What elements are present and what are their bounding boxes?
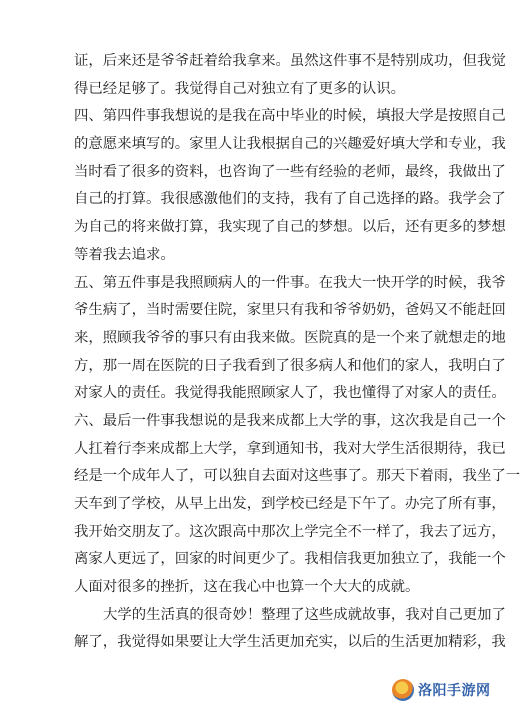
- text-line-13: 对家人的责任。我觉得我能照顾家人了，我也懂得了对家人的责任。: [74, 385, 506, 402]
- text-line-2: 得已经足够了。我觉得自己对独立有了更多的认识。: [74, 80, 405, 97]
- document-body: [74, 48, 520, 657]
- text-line-14: 六、最后一件事我想说的是我来成都上大学的事，这次我是自己一个: [74, 412, 506, 429]
- text-line-4: 的意愿来填写的。家里人让我根据自己的兴趣爱好填大学和专业，我: [74, 136, 506, 153]
- gamepad-logo-icon: [392, 679, 414, 701]
- site-watermark-logo: [392, 677, 496, 703]
- text-line-21: 大学的生活真的很奇妙！整理了这些成就故事，我对自己更加了: [103, 606, 506, 623]
- text-line-7: 为自己的将来做打算，我实现了自己的梦想。以后，还有更多的梦想: [74, 219, 506, 236]
- text-line-16: 经是一个成年人了，可以独自去面对这些事了。那天下着雨，我坐了一: [74, 468, 520, 485]
- text-line-17: 天车到了学校，从早上出发，到学校已经是下午了。办完了所有事，: [74, 496, 506, 512]
- site-watermark-text: 洛阳手游网: [418, 683, 491, 699]
- text-line-10: 爷生病了，当时需要住院，家里只有我和爷爷奶奶，爸妈又不能赶回: [74, 302, 506, 319]
- text-line-15: 人扛着行李来成都上大学，拿到通知书，我对大学生活很期待，我已: [74, 440, 506, 457]
- text-line-11: 来，照顾我爷爷的事只有由我来做。医院真的是一个来了就想走的地: [74, 329, 506, 346]
- text-line-20: 人面对很多的挫折，这在我心中也算一个大大的成就。: [74, 579, 420, 596]
- text-line-22: 解了，我觉得如果要让大学生活更加充实，以后的生活更加精彩，我: [74, 634, 506, 651]
- text-line-6: 自己的打算。我很感激他们的支持，我有了自己选择的路。我学会了: [74, 191, 506, 208]
- text-line-18: 我开始交朋友了。这次跟高中那次上学完全不一样了，我去了远方，: [74, 523, 506, 540]
- text-line-12: 方，那一周在医院的日子我看到了很多病人和他们的家人，我明白了: [74, 357, 506, 374]
- text-line-9: 五、第五件事是我照顾病人的一件事。在我大一快开学的时候，我爷: [74, 274, 506, 291]
- text-line-3: 四、第四件事我想说的是我在高中毕业的时候，填报大学是按照自己: [74, 108, 506, 125]
- text-line-19: 离家人更远了，回家的时间更少了。我相信我更加独立了，我能一个: [74, 551, 506, 568]
- text-line-8: 等着我去追求。: [74, 246, 175, 263]
- text-line-5: 当时看了很多的资料，也咨询了一些有经验的老师，最终，我做出了: [74, 163, 506, 180]
- text-line-1: 证，后来还是爷爷赶着给我拿来。虽然这件事不是特别成功，但我觉: [74, 53, 506, 69]
